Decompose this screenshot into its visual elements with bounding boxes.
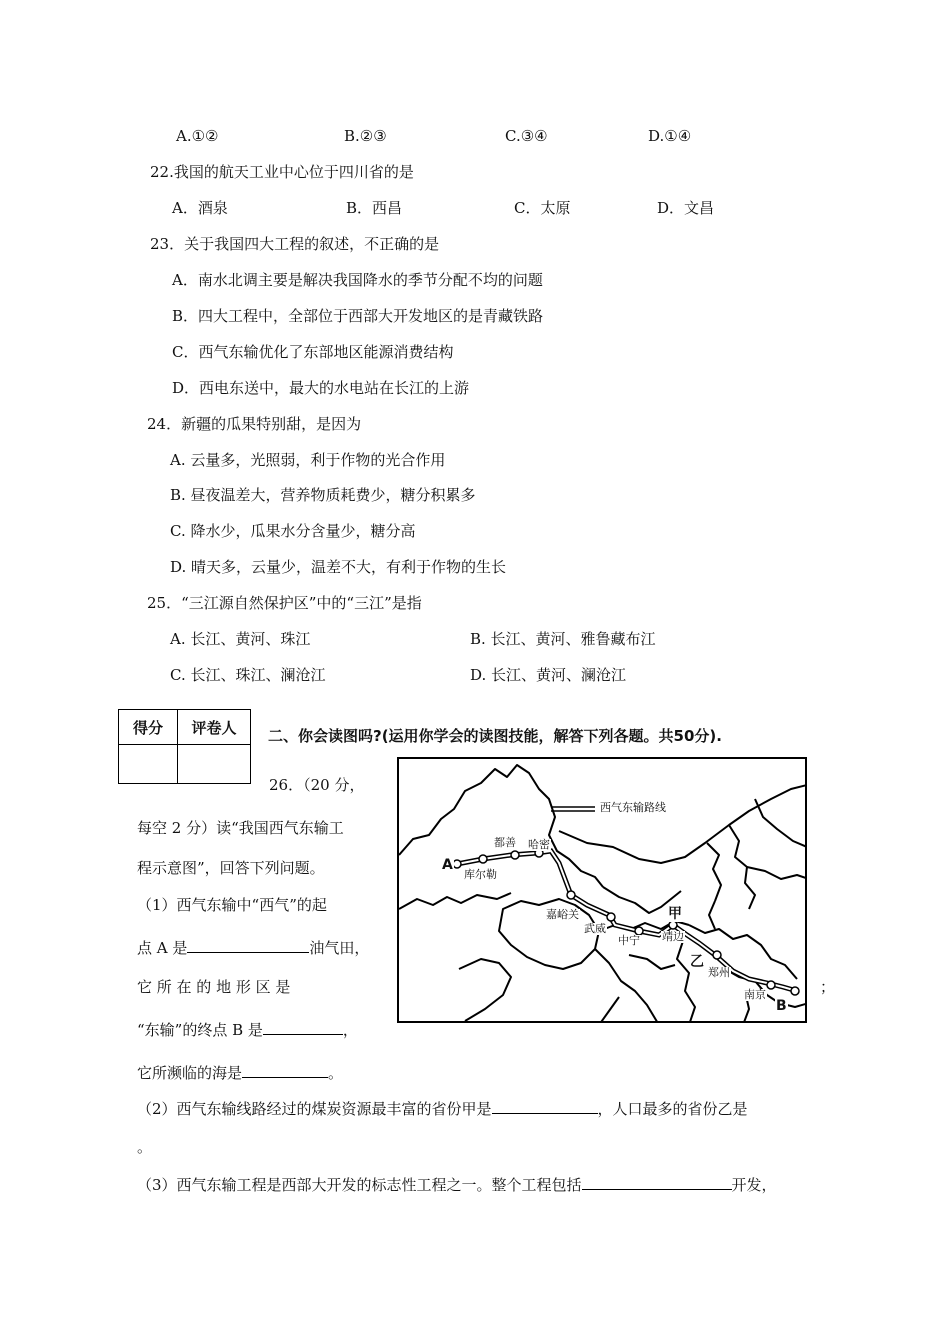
blank-sea[interactable] [242, 1061, 328, 1078]
q21-option-c: C.③④ [505, 127, 548, 145]
q24-option-c: C. 降水少，瓜果水分含量少，糖分高 [170, 522, 416, 540]
q22-option-d: D．文昌 [657, 199, 715, 217]
q21-option-a: A.①② [176, 127, 219, 145]
q21-option-b: B.②③ [344, 127, 387, 145]
q22-option-b: B．西昌 [346, 199, 403, 217]
blank-endpoint[interactable] [263, 1018, 343, 1035]
map-city-zhongning: 中宁 [618, 934, 640, 947]
q26-p2-end: 。 [137, 1138, 153, 1156]
map-legend-label: 西气东输路线 [600, 801, 666, 814]
map-city-jiayuguan: 嘉峪关 [546, 908, 579, 921]
q24-option-b: B. 昼夜温差大，营养物质耗费少，糖分积累多 [170, 486, 476, 504]
map-province-jia: 甲 [668, 906, 682, 922]
blank-province-jia[interactable] [492, 1097, 598, 1114]
q22-option-a: A．酒泉 [172, 199, 228, 217]
q23-stem: 23．关于我国四大工程的叙述，不正确的是 [150, 235, 440, 253]
section2-title: 二、你会读图吗?(运用你学会的读图技能，解答下列各题。共50分). [268, 727, 722, 745]
station-dushan [511, 851, 519, 859]
station-jiayuguan [567, 891, 575, 899]
map-city-zhengzhou: 郑州 [708, 966, 730, 979]
station-kuerle [479, 855, 487, 863]
west-east-gas-map [397, 757, 807, 1023]
q26-p1-e-post: 。 [328, 1064, 344, 1082]
q26-p2 [137, 1097, 748, 1119]
q24-option-d: D. 晴天多，云量少，温差不大，有利于作物的生长 [170, 558, 507, 576]
q26-p2-mid: ，人口最多的省份乙是 [597, 1100, 748, 1118]
q25-option-a: A. 长江、黄河、珠江 [170, 630, 311, 648]
grader-label: 评卷人 [178, 710, 251, 745]
q23-option-b: B．四大工程中，全部位于西部大开发地区的是青藏铁路 [172, 307, 544, 325]
q23-option-a: A．南水北调主要是解决我国降水的季节分配不均的问题 [172, 271, 543, 289]
q26-p1-d-post: ， [342, 1021, 358, 1039]
station-b [791, 987, 799, 995]
map-city-hami: 哈密 [528, 838, 550, 851]
q23-option-c: C．西气东输优化了东部地区能源消费结构 [172, 343, 454, 361]
score-table [118, 709, 251, 784]
q26-p1-d [137, 1018, 358, 1040]
map-city-wuwei: 武威 [584, 922, 606, 935]
station-wuwei [607, 913, 615, 921]
q25-stem: 25．“三江源自然保护区”中的“三江”是指 [147, 594, 422, 612]
q23-option-d: D．西电东送中，最大的水电站在长江的上游 [172, 379, 470, 397]
q26-p1-b-pre: 点 A 是 [137, 939, 188, 957]
grader-cell[interactable] [178, 745, 251, 784]
q26-p3 [137, 1173, 777, 1195]
q24-stem: 24．新疆的瓜果特别甜，是因为 [147, 415, 362, 433]
station-nanjing [767, 981, 775, 989]
q26-p1-c: 它 所 在 的 地 形 区 是 [137, 978, 291, 996]
map-city-kuerle: 库尔勒 [464, 868, 497, 881]
q21-option-d: D.①④ [648, 127, 692, 145]
q26-p1-b-post: 油气田， [309, 939, 370, 957]
map-point-a: A [442, 857, 453, 873]
q22-stem: 22.我国的航天工业中心位于四川省的是 [150, 163, 414, 181]
map-province-yi: 乙 [690, 954, 704, 970]
q22-option-c: C．太原 [514, 199, 571, 217]
map-point-b: B [776, 998, 787, 1014]
map-city-nanjing: 南京 [744, 988, 766, 1001]
q26-p1-e [137, 1061, 343, 1083]
q24-option-a: A. 云量多，光照弱，利于作物的光合作用 [170, 451, 446, 469]
q25-option-c: C. 长江、珠江、澜沧江 [170, 666, 326, 684]
station-a [453, 860, 461, 868]
q26-line-3: 程示意图”，回答下列问题。 [137, 859, 325, 877]
q25-option-b: B. 长江、黄河、雅鲁藏布江 [470, 630, 656, 648]
q26-p1-e-pre: 它所濒临的海是 [137, 1064, 243, 1082]
station-zhengzhou [713, 951, 721, 959]
blank-resource[interactable] [582, 1173, 732, 1190]
score-cell[interactable] [119, 745, 178, 784]
map-graphic [399, 759, 807, 1023]
q26-p1-a: （1）西气东输中“西气”的起 [137, 896, 327, 914]
q25-option-d: D. 长江、黄河、澜沧江 [470, 666, 627, 684]
q26-p3-pre: （3）西气东输工程是西部大开发的标志性工程之一。整个工程包括 [137, 1176, 582, 1194]
q26-p1-b [137, 936, 369, 958]
blank-oilfield[interactable] [187, 936, 309, 953]
q26-p1-c-end: ； [820, 978, 836, 996]
map-city-jingbian: 靖边 [662, 930, 684, 943]
q26-line-1: 26．（20 分， [269, 776, 365, 794]
map-city-dushan: 都善 [494, 836, 516, 849]
score-label: 得分 [119, 710, 178, 745]
q26-p1-d-pre: “东输”的终点 B 是 [137, 1021, 263, 1039]
station-jingbian [669, 921, 677, 929]
q26-p3-post: 开发， [731, 1176, 777, 1194]
q26-line-2: 每空 2 分）读“我国西气东输工 [137, 819, 344, 837]
q26-p2-pre: （2）西气东输线路经过的煤炭资源最丰富的省份甲是 [137, 1100, 492, 1118]
